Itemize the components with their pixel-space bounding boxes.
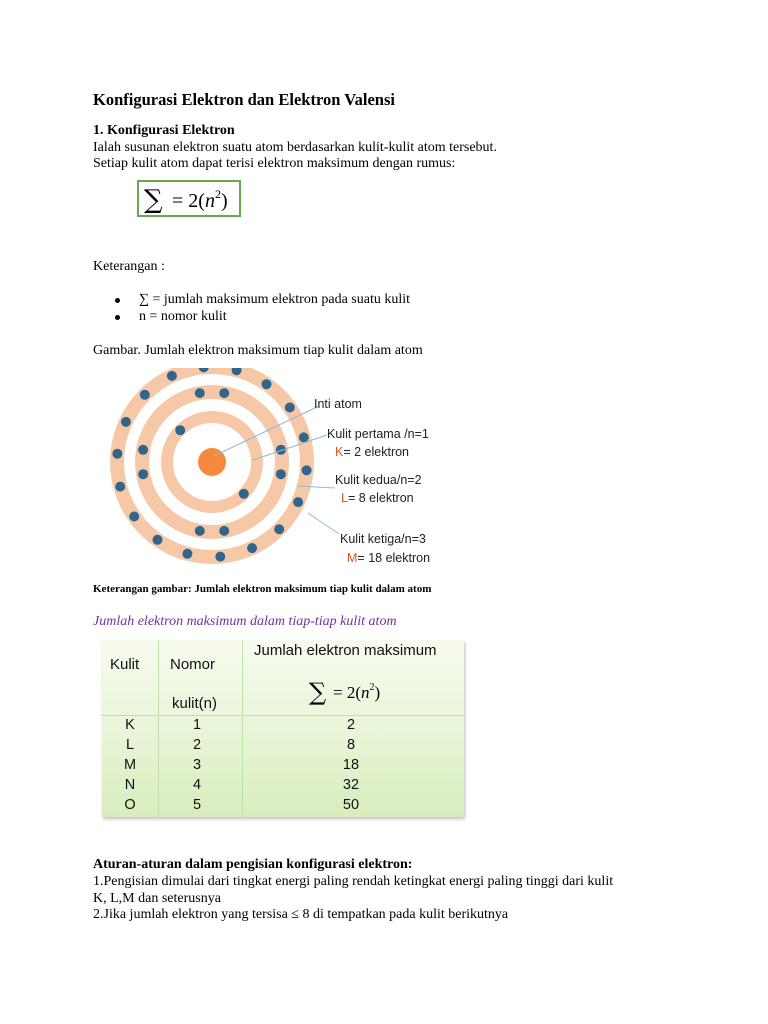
electron-m bbox=[285, 403, 295, 413]
formula-graphic bbox=[139, 182, 238, 214]
formula-rest: = $2(n^2)$ bbox=[172, 187, 228, 212]
electron-table bbox=[102, 640, 464, 817]
electron-l bbox=[219, 526, 229, 536]
m-shell-label: Kulit ketiga/n=3 bbox=[340, 532, 426, 546]
table-cell-kulit: N bbox=[124, 777, 136, 793]
electron-m bbox=[302, 465, 312, 475]
table-cell-jumlah: 18 bbox=[342, 757, 360, 773]
inti-label: Inti atom bbox=[314, 397, 362, 411]
electron-m bbox=[247, 543, 257, 553]
table-title: Jumlah elektron maksimum dalam tiap-tiap kulit atom bbox=[93, 614, 397, 629]
table-cell-kulit: K bbox=[125, 717, 135, 733]
rule-intro-text: Setiap kulit atom dapat terisi elektron maksimum dengan rumus: bbox=[93, 156, 456, 171]
header-formula bbox=[307, 676, 397, 706]
keterangan-label: Keterangan : bbox=[93, 259, 165, 274]
section-heading: 1. Konfigurasi Elektron bbox=[93, 123, 235, 138]
electron-l bbox=[195, 526, 205, 536]
electron-m bbox=[167, 371, 177, 381]
header-nomor-n: kulit(n) bbox=[172, 695, 218, 712]
table-cell-kulit: O bbox=[124, 797, 136, 813]
formula-box bbox=[137, 180, 241, 217]
electron-l bbox=[276, 469, 286, 479]
l-shell-label: Kulit kedua/n=2 bbox=[335, 473, 422, 487]
electron-m bbox=[129, 512, 139, 522]
electron-m bbox=[115, 482, 125, 492]
header-nomor: Nomor bbox=[170, 656, 216, 673]
electron-l bbox=[138, 469, 148, 479]
electron-m bbox=[153, 535, 163, 545]
electron-m bbox=[215, 552, 225, 562]
table-cell-nomor: 3 bbox=[192, 757, 202, 773]
electron-m bbox=[112, 449, 122, 459]
rule-1-continuation: K, L,M dan seterusnya bbox=[93, 891, 221, 906]
svg-text:= 2(n2): = $2(n^2)$ bbox=[333, 682, 381, 702]
electron-m bbox=[299, 432, 309, 442]
rule-2-text: 2.Jika jumlah elektron yang tersisa ≤ 8 di tempatkan pada kulit berikutnya bbox=[93, 907, 509, 922]
table-cell-nomor: 5 bbox=[192, 797, 202, 813]
electron-m bbox=[182, 549, 192, 559]
m-count-label: M= 18 elektron bbox=[347, 551, 431, 565]
electron-m bbox=[121, 417, 131, 427]
electron-m bbox=[262, 379, 272, 389]
table-cell-jumlah: 32 bbox=[342, 777, 360, 793]
legend-list bbox=[93, 291, 410, 325]
table-cell-nomor: 2 bbox=[192, 737, 202, 753]
k-count-label: K= 2 elektron bbox=[335, 445, 410, 459]
header-kulit: Kulit bbox=[110, 656, 140, 673]
bullet-icon bbox=[115, 315, 120, 320]
list-item-text: n = nomor kulit bbox=[139, 309, 227, 324]
table-cell-nomor: 1 bbox=[192, 717, 202, 733]
electron-m bbox=[140, 390, 150, 400]
rules-heading: Aturan-aturan dalam pengisian konfigurasi elektron: bbox=[93, 857, 413, 872]
electron-k bbox=[239, 489, 249, 499]
table-cell-kulit: M bbox=[123, 757, 137, 773]
figure-caption: Keterangan gambar: Jumlah elektron maksimum tiap kulit dalam atom bbox=[93, 583, 432, 595]
sum-symbol: ∑ bbox=[144, 185, 163, 214]
svg-text:∑: ∑ bbox=[309, 678, 327, 706]
list-item bbox=[93, 308, 410, 325]
electron-k bbox=[175, 425, 185, 435]
list-item-text: ∑ = jumlah maksimum elektron pada suatu kulit bbox=[139, 292, 410, 307]
table-cell-jumlah: 2 bbox=[346, 717, 356, 733]
page-title: Konfigurasi Elektron dan Elektron Valensi bbox=[93, 90, 395, 109]
figure-label: Gambar. Jumlah elektron maksimum tiap kulit dalam atom bbox=[93, 343, 423, 358]
table-cell-jumlah: 50 bbox=[342, 797, 360, 813]
electron-m bbox=[293, 497, 303, 507]
rule-1-text: 1.Pengisian dimulai dari tingkat energi paling rendah ketingkat energi paling tinggi dari kulit bbox=[93, 874, 614, 889]
header-jumlah: Jumlah elektron maksimum bbox=[254, 642, 437, 659]
table-cell-kulit: L bbox=[125, 737, 135, 753]
electron-l bbox=[219, 388, 229, 398]
list-item bbox=[93, 291, 410, 308]
k-shell-label: Kulit pertama /n=1 bbox=[327, 427, 429, 441]
bullet-icon bbox=[115, 298, 120, 303]
atom-diagram bbox=[105, 368, 465, 573]
electron-l bbox=[195, 388, 205, 398]
table-cell-jumlah: 8 bbox=[346, 737, 356, 753]
electron-l bbox=[138, 445, 148, 455]
l-count-label: L= 8 elektron bbox=[341, 491, 414, 505]
table-cell-nomor: 4 bbox=[192, 777, 202, 793]
electron-m bbox=[274, 524, 284, 534]
definition-text: Ialah susunan elektron suatu atom berdasarkan kulit-kulit atom tersebut. bbox=[93, 140, 497, 155]
